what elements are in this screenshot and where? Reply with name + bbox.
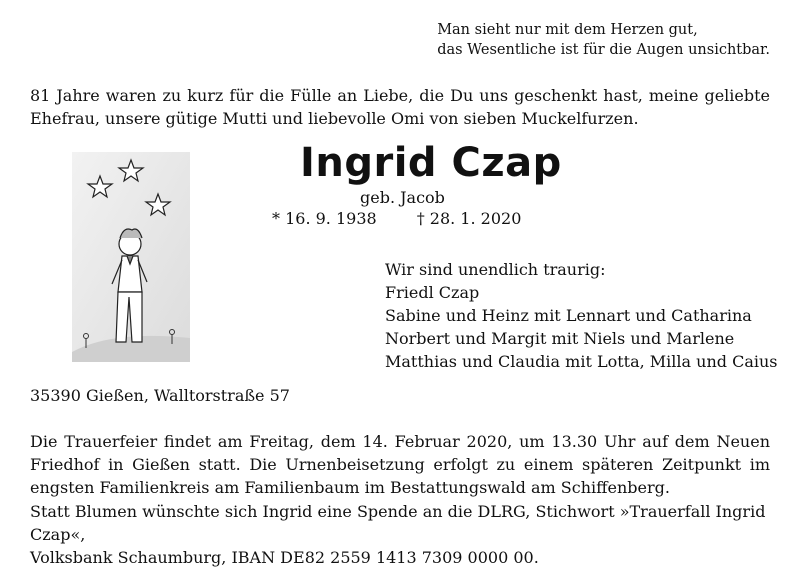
- birth-name: geb. Jacob: [360, 188, 445, 207]
- family-address: 35390 Gießen, Walltorstraße 57: [30, 386, 290, 405]
- mourners-heading: Wir sind unendlich traurig:: [385, 260, 606, 279]
- mourner-entry: Norbert und Margit mit Niels und Marlene: [385, 329, 735, 348]
- mourner-entry: Sabine und Heinz mit Lennart und Catharina: [385, 306, 752, 325]
- donation-line-1: Statt Blumen wünschte sich Ingrid eine Spende an die DLRG, Stichwort »Trauerfall Ingrid Czap«,: [30, 502, 766, 544]
- donation-notice: [30, 500, 770, 569]
- donation-line-2: Volksbank Schaumburg, IBAN DE82 2559 1413 7309 0000 00.: [30, 548, 539, 567]
- birth-date: * 16. 9. 1938: [272, 209, 377, 228]
- motto-line-1: Man sieht nur mit dem Herzen gut,: [437, 22, 698, 38]
- life-dates: [272, 209, 521, 228]
- funeral-service-text: Die Trauerfeier findet am Freitag, dem 14. Februar 2020, um 13.30 Uhr auf dem Neuen Friedhof in Gießen statt. Die Urnenbeisetzung erfolgt zu einem späteren Zeitpunkt im engsten Familienkreis am Familienbaum im Bestattungswald am Schiffenberg.: [30, 432, 770, 497]
- little-prince-illustration: [72, 152, 190, 362]
- mourner-entry: Matthias und Claudia mit Lotta, Milla und Caius: [385, 352, 778, 371]
- death-date: † 28. 1. 2020: [416, 209, 522, 228]
- intro-text: 81 Jahre waren zu kurz für die Fülle an Liebe, die Du uns geschenkt hast, meine geliebte Ehefrau, unsere gütige Mutti und liebevolle Omi von sieben Muckelfurzen.: [30, 86, 770, 128]
- deceased-name: Ingrid Czap: [300, 140, 562, 186]
- mourners-list: [385, 258, 778, 373]
- motto-quote: [437, 20, 770, 60]
- motto-line-2: das Wesentliche ist für die Augen unsichtbar.: [437, 42, 770, 58]
- mourner-entry: Friedl Czap: [385, 283, 480, 302]
